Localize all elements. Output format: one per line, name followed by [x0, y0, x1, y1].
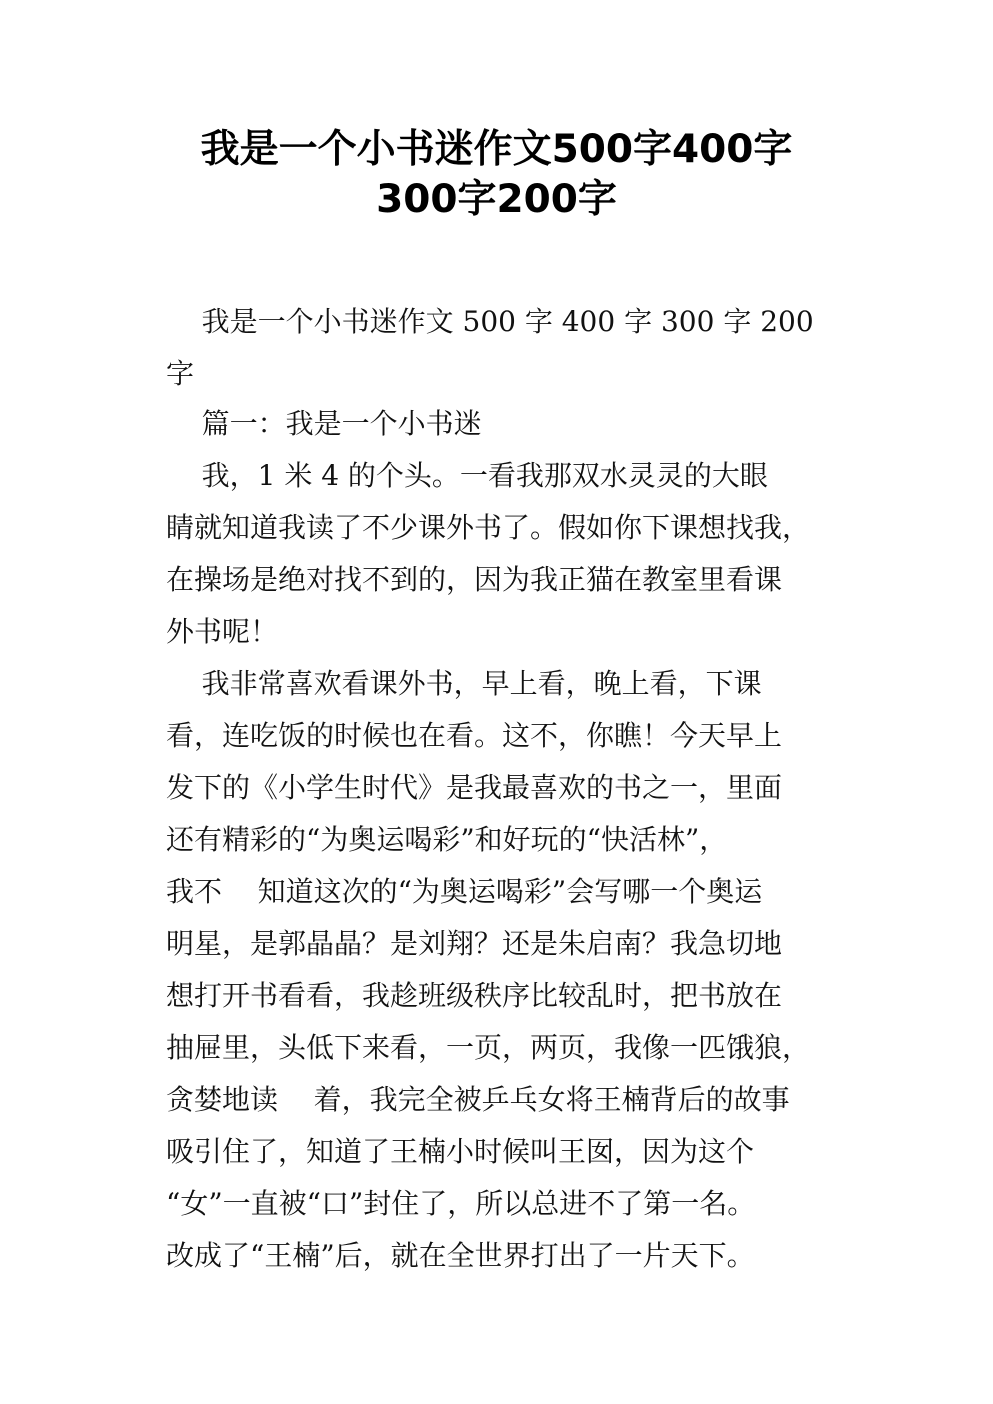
body-line: 想打开书看看，我趁班级秩序比较乱时，把书放在 [166, 979, 783, 1012]
body-line: 贪婪地读 着，我完全被乒乓女将王楠背后的故事 [166, 1083, 790, 1116]
body-line: 发下的《小学生时代》是我最喜欢的书之一，里面 [166, 771, 783, 804]
body-line: 在操场是绝对找不到的，因为我正猫在教室里看课 [166, 563, 783, 596]
body-line: 吸引住了，知道了王楠小时候叫王囡，因为这个 [166, 1135, 755, 1168]
body-line: 字 [166, 357, 195, 390]
body-line: 我，1 米 4 的个头。一看我那双水灵灵的大眼 [166, 459, 768, 492]
body-line: 我是一个小书迷作文 500 字 400 字 300 字 200 [166, 305, 814, 338]
body-line: 我不 知道这次的“为奥运喝彩”会写哪一个奥运 [166, 875, 763, 908]
document-title-line-1: 我是一个小书迷作文500字400字 [200, 127, 793, 172]
body-line: 明星，是郭晶晶？是刘翔？还是朱启南？我急切地 [166, 927, 783, 960]
body-line: 外书呢！ [166, 615, 279, 648]
body-line: 看，连吃饭的时候也在看。这不，你瞧！今天早上 [166, 719, 783, 752]
body-line: 抽屉里，头低下来看，一页，两页，我像一匹饿狼， [166, 1031, 811, 1064]
body-line: 睛就知道我读了不少课外书了。假如你下课想找我， [166, 511, 811, 544]
section-heading: 篇一：我是一个小书迷 [166, 407, 482, 440]
body-line: 还有精彩的“为奥运喝彩”和好玩的“快活林”， [166, 823, 728, 856]
body-line: 改成了“王楠”后，就在全世界打出了一片天下。 [166, 1239, 755, 1272]
body-line: 我非常喜欢看课外书，早上看，晚上看，下课 [166, 667, 762, 700]
body-line: “女”一直被“口”封住了，所以总进不了第一名。 [166, 1187, 756, 1220]
document-title-line-2: 300字200字 [376, 177, 617, 222]
